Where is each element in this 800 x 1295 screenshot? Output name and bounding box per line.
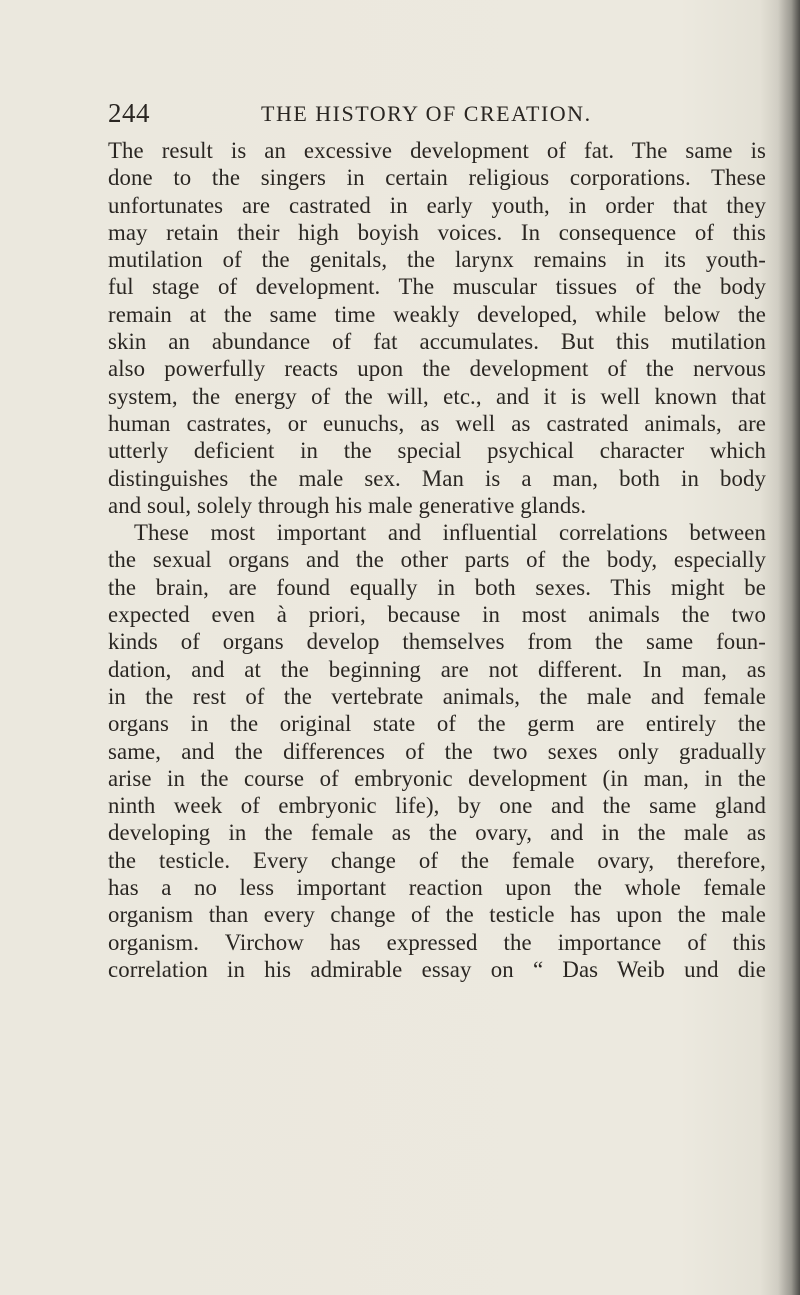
text-line: the testicle. Every change of the female ovary, therefore, — [108, 847, 766, 873]
text-line: done to the singers in certain religious corporations. These — [108, 165, 766, 191]
text-line: in the rest of the vertebrate animals, the male and female — [108, 683, 766, 709]
text-line: organism. Virchow has expressed the importance of this — [108, 929, 766, 955]
text-line: and soul, solely through his male generative glands. — [108, 492, 587, 518]
text-line: the brain, are found equally in both sexes. This might be — [108, 574, 766, 600]
text-line: unfortunates are castrated in early youth, in order that they — [108, 192, 766, 218]
page-edge-shadow — [778, 0, 800, 1295]
text-line: kinds of organs develop themselves from the same foun- — [108, 629, 766, 655]
text-line: same, and the differences of the two sexes only gradually — [108, 738, 766, 764]
text-line: the sexual organs and the other parts of the body, especially — [108, 547, 766, 573]
text-line: ful stage of development. The muscular tissues of the body — [108, 274, 766, 300]
running-head — [108, 98, 728, 132]
text-line: ninth week of embryonic life), by one and the same gland — [108, 793, 766, 819]
text-line: arise in the course of embryonic development (in man, in the — [108, 765, 766, 791]
text-line: remain at the same time weakly developed, while below the — [108, 301, 766, 327]
text-line: system, the energy of the will, etc., and it is well known that — [108, 383, 766, 409]
text-line: skin an abundance of fat accumulates. But this mutilation — [108, 329, 766, 355]
text-line: expected even à priori, because in most animals the two — [108, 602, 766, 628]
text-line: The result is an excessive development of fat. The same is — [108, 138, 766, 163]
text-line: correlation in his admirable essay on “ Das Weib und die — [108, 956, 766, 982]
text-line: mutilation of the genitals, the larynx remains in its youth- — [108, 247, 766, 273]
text-line: These most important and influential correlations between — [134, 520, 766, 546]
text-line: dation, and at the beginning are not different. In man, as — [108, 656, 766, 682]
text-line: human castrates, or eunuchs, as well as castrated animals, are — [108, 410, 766, 436]
text-line: has a no less important reaction upon the whole female — [108, 875, 766, 901]
page-number: 244 — [108, 98, 150, 128]
text-line: may retain their high boyish voices. In consequence of this — [108, 219, 766, 245]
text-line: organism than every change of the testicle has upon the male — [108, 902, 766, 928]
text-line: utterly deficient in the special psychical character which — [108, 438, 766, 464]
body-text — [108, 137, 766, 983]
text-line: also powerfully reacts upon the development of the nervous — [108, 356, 766, 382]
text-line: developing in the female as the ovary, and in the male as — [108, 820, 766, 846]
text-line: organs in the original state of the germ are entirely the — [108, 711, 766, 737]
running-title: THE HISTORY OF CREATION. — [261, 101, 592, 126]
text-line: distinguishes the male sex. Man is a man, both in body — [108, 465, 766, 491]
